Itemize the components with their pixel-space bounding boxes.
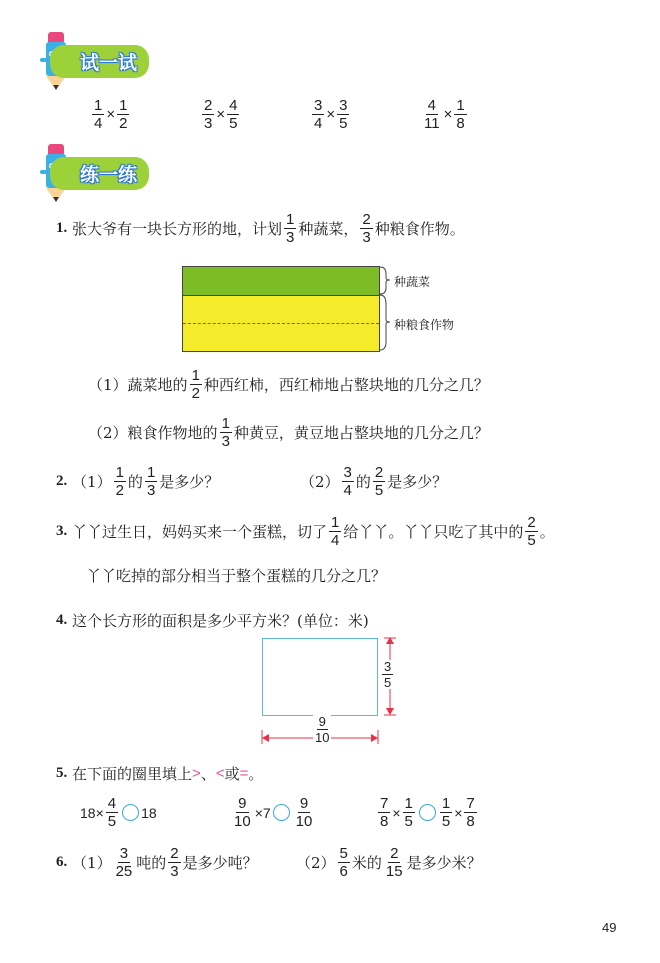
answer-circle[interactable] (419, 804, 436, 821)
question-1: 1. 张大爷有一块长方形的地，计划 $\frac{1}{3}$ 种蔬菜， $\frac{2}{3}$ 种粮食作物。 (56, 211, 465, 246)
fraction: $\frac{1}{2}$ (119, 97, 128, 132)
question-4: 4. 这个长方形的面积是多少平方米？(单位：米) (56, 612, 369, 630)
label-grain: 种粮食作物 (394, 318, 455, 332)
fraction: $\frac{7}{8}$ (466, 795, 475, 830)
question-2-2: （2） $\frac{3}{4}$ 的 $\frac{2}{5}$ 是多少？ (300, 464, 448, 499)
fraction: $\frac{5}{6}$ (339, 845, 348, 880)
fraction: $\frac{2}{3}$ (170, 845, 179, 880)
height-label: $\frac{3}{5}$ (384, 659, 392, 690)
fraction: $\frac{1}{3}$ (221, 415, 230, 450)
field-diagram (182, 266, 380, 352)
try-item-4: $\frac{4}{11}$ × $\frac{1}{8}$ (424, 97, 465, 132)
practice-banner (36, 142, 149, 204)
fraction: $\frac{1}{3}$ (286, 211, 295, 246)
vegetable-area (183, 267, 379, 296)
fraction: $\frac{2}{5}$ (527, 514, 536, 549)
dimension-arrows (258, 632, 408, 748)
try-item-1: $\frac{1}{4}$ × $\frac{1}{2}$ (94, 97, 128, 132)
fraction: $\frac{7}{8}$ (380, 795, 389, 830)
fraction: $\frac{1}{4}$ (94, 97, 103, 132)
compare-3: $\frac{7}{8}$ × $\frac{1}{5}$ $\frac{1}{5}$ × $\frac{7}{8}$ (380, 795, 475, 830)
question-1-2: （2） 粮食作物地的 $\frac{1}{3}$ 种黄豆，黄豆地占整块地的几分之几？ (88, 415, 489, 450)
answer-circle[interactable] (122, 804, 139, 821)
fraction: $\frac{2}{15}$ (385, 845, 403, 880)
try-item-3: $\frac{3}{4}$ × $\frac{3}{5}$ (314, 97, 348, 132)
fraction: $\frac{1}{5}$ (441, 795, 451, 830)
fraction: $\frac{3}{5}$ (339, 97, 348, 132)
label-vegetables: 种蔬菜 (394, 275, 431, 289)
question-6-2: （2） $\frac{5}{6}$ 米的 $\frac{2}{15}$ 是多少米？ (296, 845, 482, 880)
try-banner (36, 30, 149, 92)
question-1-1: （1） 蔬菜地的 $\frac{1}{2}$ 种西红柿，西红柿地占整块地的几分之几？ (88, 367, 489, 402)
fraction: $\frac{3}{4}$ (343, 464, 352, 499)
question-5: 5. 在下面的圈里填上 > 、 < 或 = 。 (56, 765, 264, 783)
question-3-line2: 丫丫吃掉的部分相当于整个蛋糕的几分之几？ (86, 567, 387, 585)
practice-title: 练一练 (50, 157, 149, 190)
fraction: $\frac{2}{3}$ (362, 211, 371, 246)
fraction: $\frac{4}{11}$ (424, 97, 440, 132)
try-title: 试一试 (50, 45, 149, 78)
question-3: 3. 丫丫过生日，妈妈买来一个蛋糕，切了 $\frac{1}{4}$ 给丫丫。丫丫只吃了其中的 $\frac{2}{5}$ 。 (56, 514, 555, 549)
question-6: 6. （1） $\frac{3}{25}$ 吨的 $\frac{2}{3}$ 是多少吨？ (56, 845, 258, 880)
page-number: 49 (602, 920, 617, 935)
fraction: $\frac{9}{10}$ (295, 795, 313, 830)
fraction: $\frac{4}{5}$ (229, 97, 238, 132)
fraction: $\frac{1}{3}$ (146, 464, 156, 499)
fraction: $\frac{2}{5}$ (374, 464, 384, 499)
compare-1: 18 × $\frac{4}{5}$ 18 (80, 795, 157, 830)
fraction: $\frac{1}{4}$ (331, 514, 340, 549)
try-item-2: $\frac{2}{3}$ × $\frac{4}{5}$ (204, 97, 238, 132)
fraction: $\frac{1}{5}$ (404, 795, 413, 830)
fraction: $\frac{1}{2}$ (115, 464, 124, 499)
answer-circle[interactable] (273, 804, 290, 821)
fraction: $\frac{3}{4}$ (314, 97, 323, 132)
fraction: $\frac{9}{10}$ (234, 795, 251, 830)
fraction: $\frac{1}{8}$ (456, 97, 465, 132)
fraction: $\frac{1}{2}$ (191, 367, 200, 402)
divider-line (183, 323, 379, 324)
fraction: $\frac{2}{3}$ (204, 97, 213, 132)
question-2: 2. （1） $\frac{1}{2}$ 的 $\frac{1}{3}$ 是多少？ (56, 464, 220, 499)
compare-2: $\frac{9}{10}$ × 7 $\frac{9}{10}$ (234, 795, 313, 830)
fraction: $\frac{4}{5}$ (107, 795, 117, 830)
width-label: $\frac{9}{10}$ (315, 714, 330, 745)
fraction: $\frac{3}{25}$ (115, 845, 133, 880)
